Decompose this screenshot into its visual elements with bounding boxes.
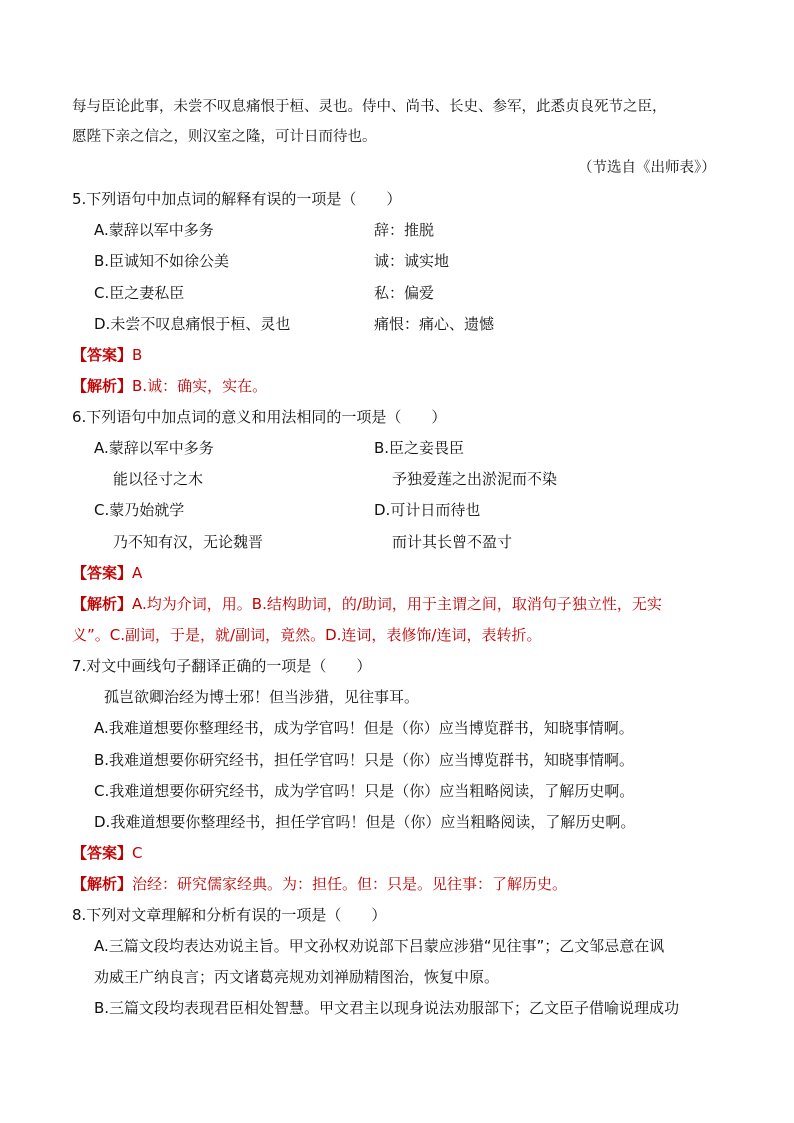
- analysis-text: 治经：研究儒家经典。为：担任。但：只是。见往事：了解历史。: [132, 875, 568, 893]
- answer-label: 【答案】: [72, 564, 133, 582]
- q6-analysis: [72, 594, 662, 614]
- analysis-text: B.诚：确实，实在。: [132, 377, 268, 395]
- q5-answer: [72, 345, 142, 365]
- q6-analysis-cont: 义”。C.副词，于是，就/副词，竟然。D.连词，表修饰/连词，表转折。: [72, 626, 542, 644]
- q6-stem: 6.下列语句中加点词的意义和用法相同的一项是（ ）: [72, 408, 447, 426]
- q6-option-d-1: D.可计日而待也: [374, 501, 481, 519]
- q7-option-b: B.我难道想要你研究经书，担任学官吗！只是（你）应当博览群书，知晓事情啊。: [94, 751, 635, 769]
- analysis-label: 【解析】: [72, 875, 133, 893]
- answer-label: 【答案】: [72, 844, 133, 862]
- q6-option-c-2: 乃不知有汉，无论魏晋: [113, 533, 264, 551]
- q6-answer: [72, 563, 142, 583]
- answer-value: B: [132, 346, 143, 364]
- answer-value: C: [132, 844, 143, 862]
- analysis-text: A.均为介词，用。B.结构助词，的/助词，用于主谓之间，取消句子独立性，无实: [132, 595, 662, 613]
- q8-option-a-2: 劝威王广纳良言；丙文诸葛亮规劝刘禅励精图治，恢复中原。: [94, 968, 500, 986]
- q6-option-a-1: A.蒙辞以军中多务: [94, 439, 214, 457]
- q8-option-a-1: A.三篇文段均表达劝说主旨。甲文孙权劝说部下吕蒙应涉猎“见往事”；乙文邹忌意在讽: [94, 937, 665, 955]
- q5-gloss-b: 诚：诚实地: [374, 252, 450, 270]
- analysis-label: 【解析】: [72, 595, 133, 613]
- q7-option-c: C.我难道想要你研究经书，成为学官吗！只是（你）应当粗略阅读，了解历史啊。: [94, 782, 635, 800]
- q5-stem: 5.下列语句中加点词的解释有误的一项是（ ）: [72, 190, 402, 208]
- q5-option-a: A.蒙辞以军中多务: [94, 221, 214, 239]
- q6-option-c-1: C.蒙乃始就学: [94, 501, 185, 519]
- q5-gloss-d: 痛恨：痛心、遗憾: [374, 315, 495, 333]
- q7-answer: [72, 843, 143, 863]
- q6-option-d-2: 而计其长曾不盈寸: [392, 533, 513, 551]
- q5-option-d: D.未尝不叹息痛恨于桓、灵也: [94, 315, 291, 333]
- analysis-label: 【解析】: [72, 377, 133, 395]
- q5-option-b: B.臣诚知不如徐公美: [94, 252, 230, 270]
- q5-gloss-c: 私：偏爱: [374, 284, 435, 302]
- q5-option-c: C.臣之妻私臣: [94, 284, 185, 302]
- q6-option-a-2: 能以径寸之木: [113, 470, 204, 488]
- q5-gloss-a: 辞：推脱: [374, 221, 435, 239]
- q8-option-b-1: B.三篇文段均表现君臣相处智慧。甲文君主以现身说法劝服部下；乙文臣子借喻说理成功: [94, 999, 680, 1017]
- q7-option-d: D.我难道想要你整理经书，担任学官吗！但是（你）应当粗略阅读，了解历史啊。: [94, 813, 636, 831]
- answer-value: A: [132, 564, 143, 582]
- passage-line-1: 每与臣论此事，未尝不叹息痛恨于桓、灵也。侍中、尚书、长史、参军，此悉贞良死节之臣，: [72, 99, 667, 115]
- passage-line-2: 愿陛下亲之信之，则汉室之隆，可计日而待也。: [72, 129, 377, 145]
- q5-analysis: [72, 376, 267, 396]
- q7-analysis: [72, 874, 567, 894]
- passage-source: （节选自《出师表》）: [578, 160, 716, 176]
- q7-option-a: A.我难道想要你整理经书，成为学官吗！但是（你）应当博览群书，知晓事情啊。: [94, 719, 634, 737]
- q7-stem: 7.对文中画线句子翻译正确的一项是（ ）: [72, 657, 372, 675]
- q8-stem: 8.下列对文章理解和分析有误的一项是（ ）: [72, 906, 387, 924]
- answer-label: 【答案】: [72, 346, 133, 364]
- q7-quote: 孤岂欲卿治经为博士邪！但当涉猎，见往事耳。: [104, 688, 420, 706]
- q6-option-b-2: 予独爱莲之出淤泥而不染: [392, 470, 558, 488]
- q6-option-b-1: B.臣之妾畏臣: [374, 439, 465, 457]
